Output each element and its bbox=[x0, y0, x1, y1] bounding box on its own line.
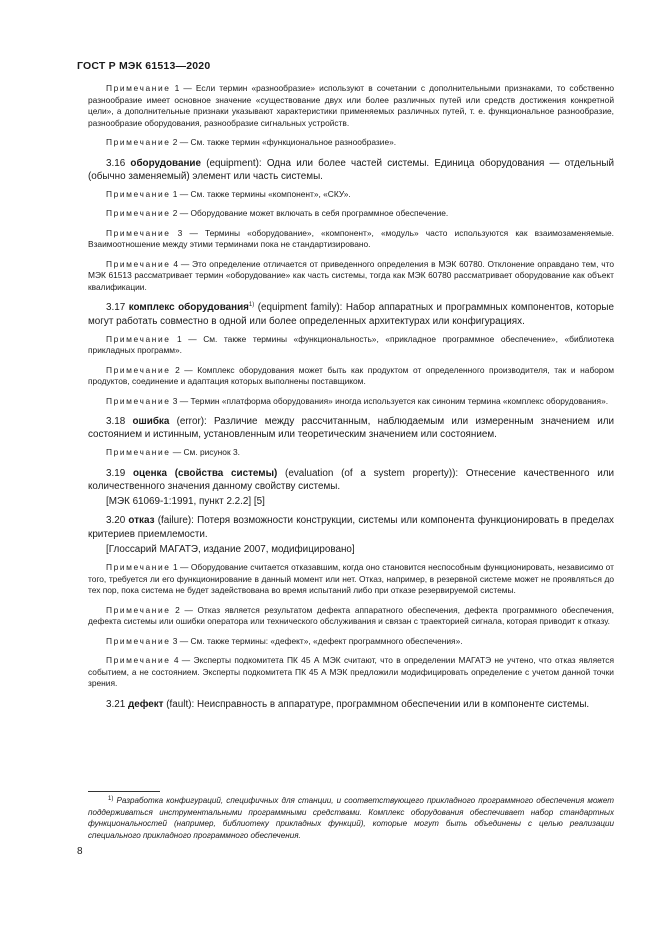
footnote-ref: 1) bbox=[248, 302, 255, 309]
term-name: отказ bbox=[128, 515, 155, 527]
term-number: 3.21 bbox=[106, 698, 128, 710]
page-header: ГОСТ Р МЭК 61513—2020 bbox=[77, 60, 211, 72]
note-label: Примечание bbox=[106, 447, 171, 458]
note-paragraph bbox=[88, 605, 614, 628]
footnote-divider bbox=[88, 791, 160, 792]
note-text: 3 — Термины «оборудование», «компонент», «модуль» часто используются как взаимозаменяемые. Взаимоотношение между этими терминами пока не стандартизировано. bbox=[88, 227, 614, 250]
term-number: 3.18 bbox=[106, 416, 133, 428]
note-paragraph bbox=[88, 83, 614, 129]
note-paragraph bbox=[88, 137, 614, 149]
term-text: (evaluation (of a system property)): Отнесение качественного или количественного значения данному свойству системы. bbox=[88, 467, 614, 493]
term-definition bbox=[88, 415, 614, 441]
note-paragraph bbox=[88, 365, 614, 388]
term-name: дефект bbox=[127, 698, 164, 710]
term-text: (error): Различие между рассчитанным, наблюдаемым или измеренным значением или состоянием и истинным, установленным или теоретическим значением или состоянием. bbox=[88, 416, 614, 441]
document-body bbox=[88, 83, 614, 717]
note-paragraph bbox=[88, 447, 614, 459]
term-definition bbox=[88, 698, 614, 711]
term-text: (equipment): Одна или более частей системы. Единица оборудования — отдельный (обычно заменяемый) элемент или часть системы. bbox=[88, 157, 614, 182]
note-label: Примечание bbox=[106, 655, 171, 666]
footnote-text: Разработка конфигураций, специфичных для станции, и соответствующего прикладного программного обеспечения может поддерживаться инструментальными программными средствами. Комплекс оборудования обеспечивает набор стандартных функциональностей (например, библиотеку прикладных функций), которые могут быть объединены с целью реализации специального прикладного программного обеспечения. bbox=[88, 796, 614, 840]
note-label: Примечание bbox=[106, 635, 171, 646]
note-label: Примечание bbox=[106, 227, 171, 238]
note-label: Примечание bbox=[106, 395, 171, 406]
note-paragraph bbox=[88, 259, 614, 294]
source-reference bbox=[88, 495, 614, 508]
term-definition bbox=[88, 157, 614, 183]
reference-text: [Глоссарий МАГАТЭ, издание 2007, модифицировано] bbox=[106, 543, 355, 555]
term-definition bbox=[88, 514, 614, 540]
note-label: Примечание bbox=[106, 333, 171, 344]
note-text: 2 — Оборудование может включать в себя программное обеспечение. bbox=[170, 208, 449, 219]
term-name: оборудование bbox=[130, 157, 201, 169]
note-label: Примечание bbox=[106, 83, 171, 93]
note-text: 1 — См. также термины «функциональность», «прикладное программное обеспечение», «библиотека прикладных программ». bbox=[88, 333, 614, 356]
note-label: Примечание bbox=[106, 364, 171, 375]
note-paragraph bbox=[88, 655, 614, 690]
term-name: комплекс оборудования bbox=[128, 302, 249, 314]
note-label: Примечание bbox=[106, 562, 171, 573]
note-text: 2 — Комплекс оборудования может быть как продуктом от определенного производителя, так и набором продуктов, соединение и адаптация которых выполнены поставщиком. bbox=[88, 364, 614, 387]
note-text: 2 — См. также термин «функциональное разнообразие». bbox=[170, 137, 397, 148]
note-paragraph bbox=[88, 334, 614, 357]
note-paragraph bbox=[88, 636, 614, 648]
note-paragraph bbox=[88, 562, 614, 597]
term-text: (equipment family): Набор аппаратных и программных компонентов, которые могут работать совместно в одной или более определенных архитектурах или конфигурациях. bbox=[88, 302, 614, 327]
note-text: 3 — Термин «платформа оборудования» иногда используется как синоним термина «комплекс оборудования». bbox=[170, 395, 609, 406]
note-text: 4 — Это определение отличается от приведенного определения в МЭК 60780. Отклонение оправдано тем, что МЭК 61513 рассматривает термин «оборудование» как часть системы, тогда как МЭК 60780 рассматривает оборудование как объект квалификации. bbox=[88, 258, 614, 292]
term-number: 3.16 bbox=[106, 157, 131, 169]
term-definition bbox=[88, 467, 614, 493]
term-name: ошибка bbox=[132, 416, 170, 428]
page-number: 8 bbox=[77, 846, 83, 857]
footnote-mark: 1) bbox=[108, 796, 114, 802]
term-text: (failure): Потеря возможности конструкции, системы или компонента функционировать в пределах критериев приемлемости. bbox=[88, 515, 614, 540]
note-paragraph bbox=[88, 228, 614, 251]
term-number: 3.17 bbox=[106, 302, 129, 314]
note-paragraph bbox=[88, 208, 614, 220]
note-label: Примечание bbox=[106, 137, 171, 148]
note-text: 4 — Эксперты подкомитета ПК 45 А МЭК считают, что в определении МАГАТЭ не учтено, что отказ является событием, а не состоянием. Эксперты подкомитета ПК 45 А МЭК предложили модифицировать определение с учетом данной точки зрения. bbox=[88, 655, 614, 689]
note-label: Примечание bbox=[106, 604, 171, 615]
term-name: оценка (свойства системы) bbox=[132, 467, 278, 479]
term-text: (fault): Неисправность в аппаратуре, программном обеспечении или в компоненте системы. bbox=[163, 698, 590, 710]
source-reference bbox=[88, 543, 614, 556]
note-text: 3 — См. также термины: «дефект», «дефект программного обеспечения». bbox=[170, 635, 463, 646]
note-text: 1 — См. также термины «компонент», «СКУ». bbox=[170, 188, 351, 199]
note-text: — См. рисунок 3. bbox=[170, 447, 240, 458]
note-text: 1 — Оборудование считается отказавшим, когда оно становится неспособным функционировать, независимо от того, требуется ли его функционирование в данный момент или нет. Отказ, например, в резервной системе может не проявляться до тех пор, пока система не будет задействована во время испытаний либо при отказе резервируемой системы. bbox=[88, 562, 614, 596]
note-label: Примечание bbox=[106, 208, 171, 219]
note-label: Примечание bbox=[106, 258, 171, 269]
note-text: 1 — Если термин «разнообразие» используют в сочетании с дополнительными признаками, то собственно разнообразие имеет основное значение «существование двух или более различных путей или средств достижения конкретной цели», а дополнительные признаки указывают характеристики применяемых различных путей, т. е. функциональное разнообразие, разнообразие оборудования, разнообразие сигнальных устройств. bbox=[88, 83, 614, 128]
term-number: 3.20 bbox=[106, 515, 129, 527]
term-number: 3.19 bbox=[106, 467, 133, 479]
reference-text: [МЭК 61069-1:1991, пункт 2.2.2] [5] bbox=[106, 496, 265, 508]
note-paragraph bbox=[88, 396, 614, 408]
footnote bbox=[88, 795, 614, 841]
term-definition bbox=[88, 301, 614, 327]
note-label: Примечание bbox=[106, 188, 171, 199]
note-text: 2 — Отказ является результатом дефекта аппаратного обеспечения, дефекта программного обеспечения, дефекта системы или ошибки оператора или технического обслуживания и связан с траекторией сигнала, которая приводит к отказу. bbox=[88, 604, 614, 627]
note-paragraph bbox=[88, 189, 614, 201]
